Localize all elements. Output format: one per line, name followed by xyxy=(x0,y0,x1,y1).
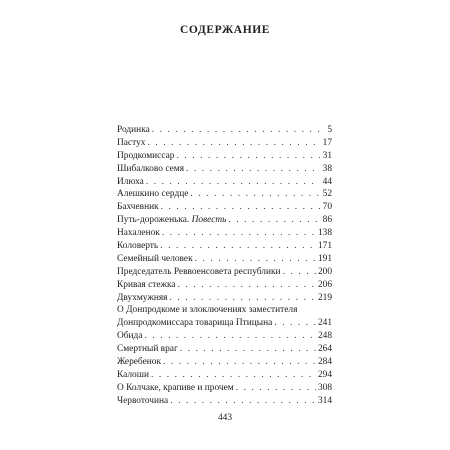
toc-entry-title: Пастух xyxy=(117,137,146,148)
toc-entry xyxy=(117,137,332,150)
toc-entry-page: 138 xyxy=(317,228,332,239)
dot-leader xyxy=(180,343,316,356)
toc-entry xyxy=(117,356,332,369)
dot-leader xyxy=(145,330,316,343)
toc-entry xyxy=(117,150,332,163)
toc-entry-page: 264 xyxy=(317,344,332,355)
toc-entry-page: 206 xyxy=(317,279,332,290)
dot-leader xyxy=(176,150,320,163)
toc-entry-page: 52 xyxy=(322,189,332,200)
dot-leader xyxy=(161,201,320,214)
toc-entry xyxy=(117,382,332,395)
dot-leader xyxy=(162,227,316,240)
toc-entry xyxy=(117,214,332,227)
dot-leader xyxy=(160,240,316,253)
toc-entry xyxy=(117,124,332,137)
toc-entry-page: 284 xyxy=(317,357,332,368)
toc-entry xyxy=(117,163,332,176)
toc-entry-page: 294 xyxy=(317,369,332,380)
toc-entry-title-line1: О Донпродкоме и злоключениях заместителя xyxy=(117,305,298,316)
toc-entry-title: Шибалково семя xyxy=(117,163,185,174)
table-of-contents xyxy=(117,124,332,408)
dot-leader xyxy=(170,395,316,408)
toc-entry xyxy=(117,369,332,382)
toc-entry xyxy=(117,253,332,266)
toc-entry xyxy=(117,279,332,292)
dot-leader xyxy=(152,124,320,137)
toc-entry-title: Червоточина xyxy=(117,395,169,406)
toc-entry xyxy=(117,176,332,189)
toc-entry-genre: Повесть xyxy=(191,215,227,226)
toc-entry-page: 44 xyxy=(322,176,332,187)
toc-entry-title: Обида xyxy=(117,331,143,342)
toc-entry-multiline xyxy=(117,304,332,330)
toc-entry-page: 17 xyxy=(322,137,332,148)
toc-entry-title: Коловерть xyxy=(117,241,159,251)
page-title: СОДЕРЖАНИЕ xyxy=(179,24,271,36)
toc-entry-title: Бахчевник xyxy=(117,202,159,213)
toc-entry xyxy=(117,227,332,240)
toc-entry-page: 314 xyxy=(317,395,332,406)
dot-leader xyxy=(147,137,320,150)
dot-leader xyxy=(283,266,316,279)
toc-entry xyxy=(117,266,332,279)
dot-leader xyxy=(146,176,320,189)
toc-entry-page: 31 xyxy=(322,150,332,161)
dot-leader xyxy=(186,163,320,176)
toc-entry-title: Жеребенок xyxy=(117,357,161,368)
toc-entry-page: 171 xyxy=(317,241,332,251)
toc-entry-page: 241 xyxy=(317,318,332,329)
toc-entry-page: 200 xyxy=(317,266,332,277)
toc-entry-title: Смертный враг xyxy=(117,344,178,355)
toc-entry-title: Нахаленок xyxy=(117,228,160,239)
toc-entry-title xyxy=(117,214,226,227)
dot-leader xyxy=(178,279,316,292)
toc-entry-title: Илюха xyxy=(117,176,144,187)
toc-entry xyxy=(117,304,332,330)
toc-entry-page: 248 xyxy=(317,331,332,342)
dot-leader xyxy=(190,188,320,201)
toc-entry xyxy=(117,395,332,408)
toc-entry-page: 86 xyxy=(322,215,332,226)
toc-entry xyxy=(117,201,332,214)
toc-entry-title: Кривая стежка xyxy=(117,279,176,290)
dot-leader xyxy=(274,317,316,330)
toc-entry-title: О Колчаке, крапиве и прочем xyxy=(117,382,234,393)
dot-leader xyxy=(163,356,316,369)
toc-entry-title: Председатель Реввоенсовета республики xyxy=(117,266,281,277)
toc-entry xyxy=(117,330,332,343)
toc-entry-page: 38 xyxy=(322,163,332,174)
page-number: 443 xyxy=(217,413,233,423)
dot-leader xyxy=(170,292,316,305)
toc-entry-page: 5 xyxy=(327,124,332,135)
toc-entry-page: 191 xyxy=(317,253,332,264)
toc-entry-page: 219 xyxy=(317,292,332,303)
dot-leader xyxy=(151,369,316,382)
toc-entry xyxy=(117,240,332,253)
toc-entry-page: 308 xyxy=(317,382,332,393)
toc-entry xyxy=(117,292,332,305)
toc-entry-last-line xyxy=(117,317,332,330)
toc-entry-title: Двухмужняя xyxy=(117,292,168,303)
dot-leader xyxy=(228,214,320,227)
toc-entry-title: Родинка xyxy=(117,124,150,135)
dot-leader xyxy=(236,382,316,395)
toc-entry-title: Алешкино сердце xyxy=(117,189,189,200)
toc-entry-title: Семейный человек xyxy=(117,253,193,264)
dot-leader xyxy=(195,253,316,266)
toc-entry-title-text: Путь-дороженька. xyxy=(117,215,190,226)
toc-entry xyxy=(117,188,332,201)
toc-entry-title: Продкомиссар xyxy=(117,150,175,161)
toc-entry-title: Калоши xyxy=(117,369,149,380)
toc-entry-title-line2: Донпродкомиссара товарища Птицына xyxy=(117,318,273,329)
toc-entry-page: 70 xyxy=(322,202,332,213)
toc-entry xyxy=(117,343,332,356)
